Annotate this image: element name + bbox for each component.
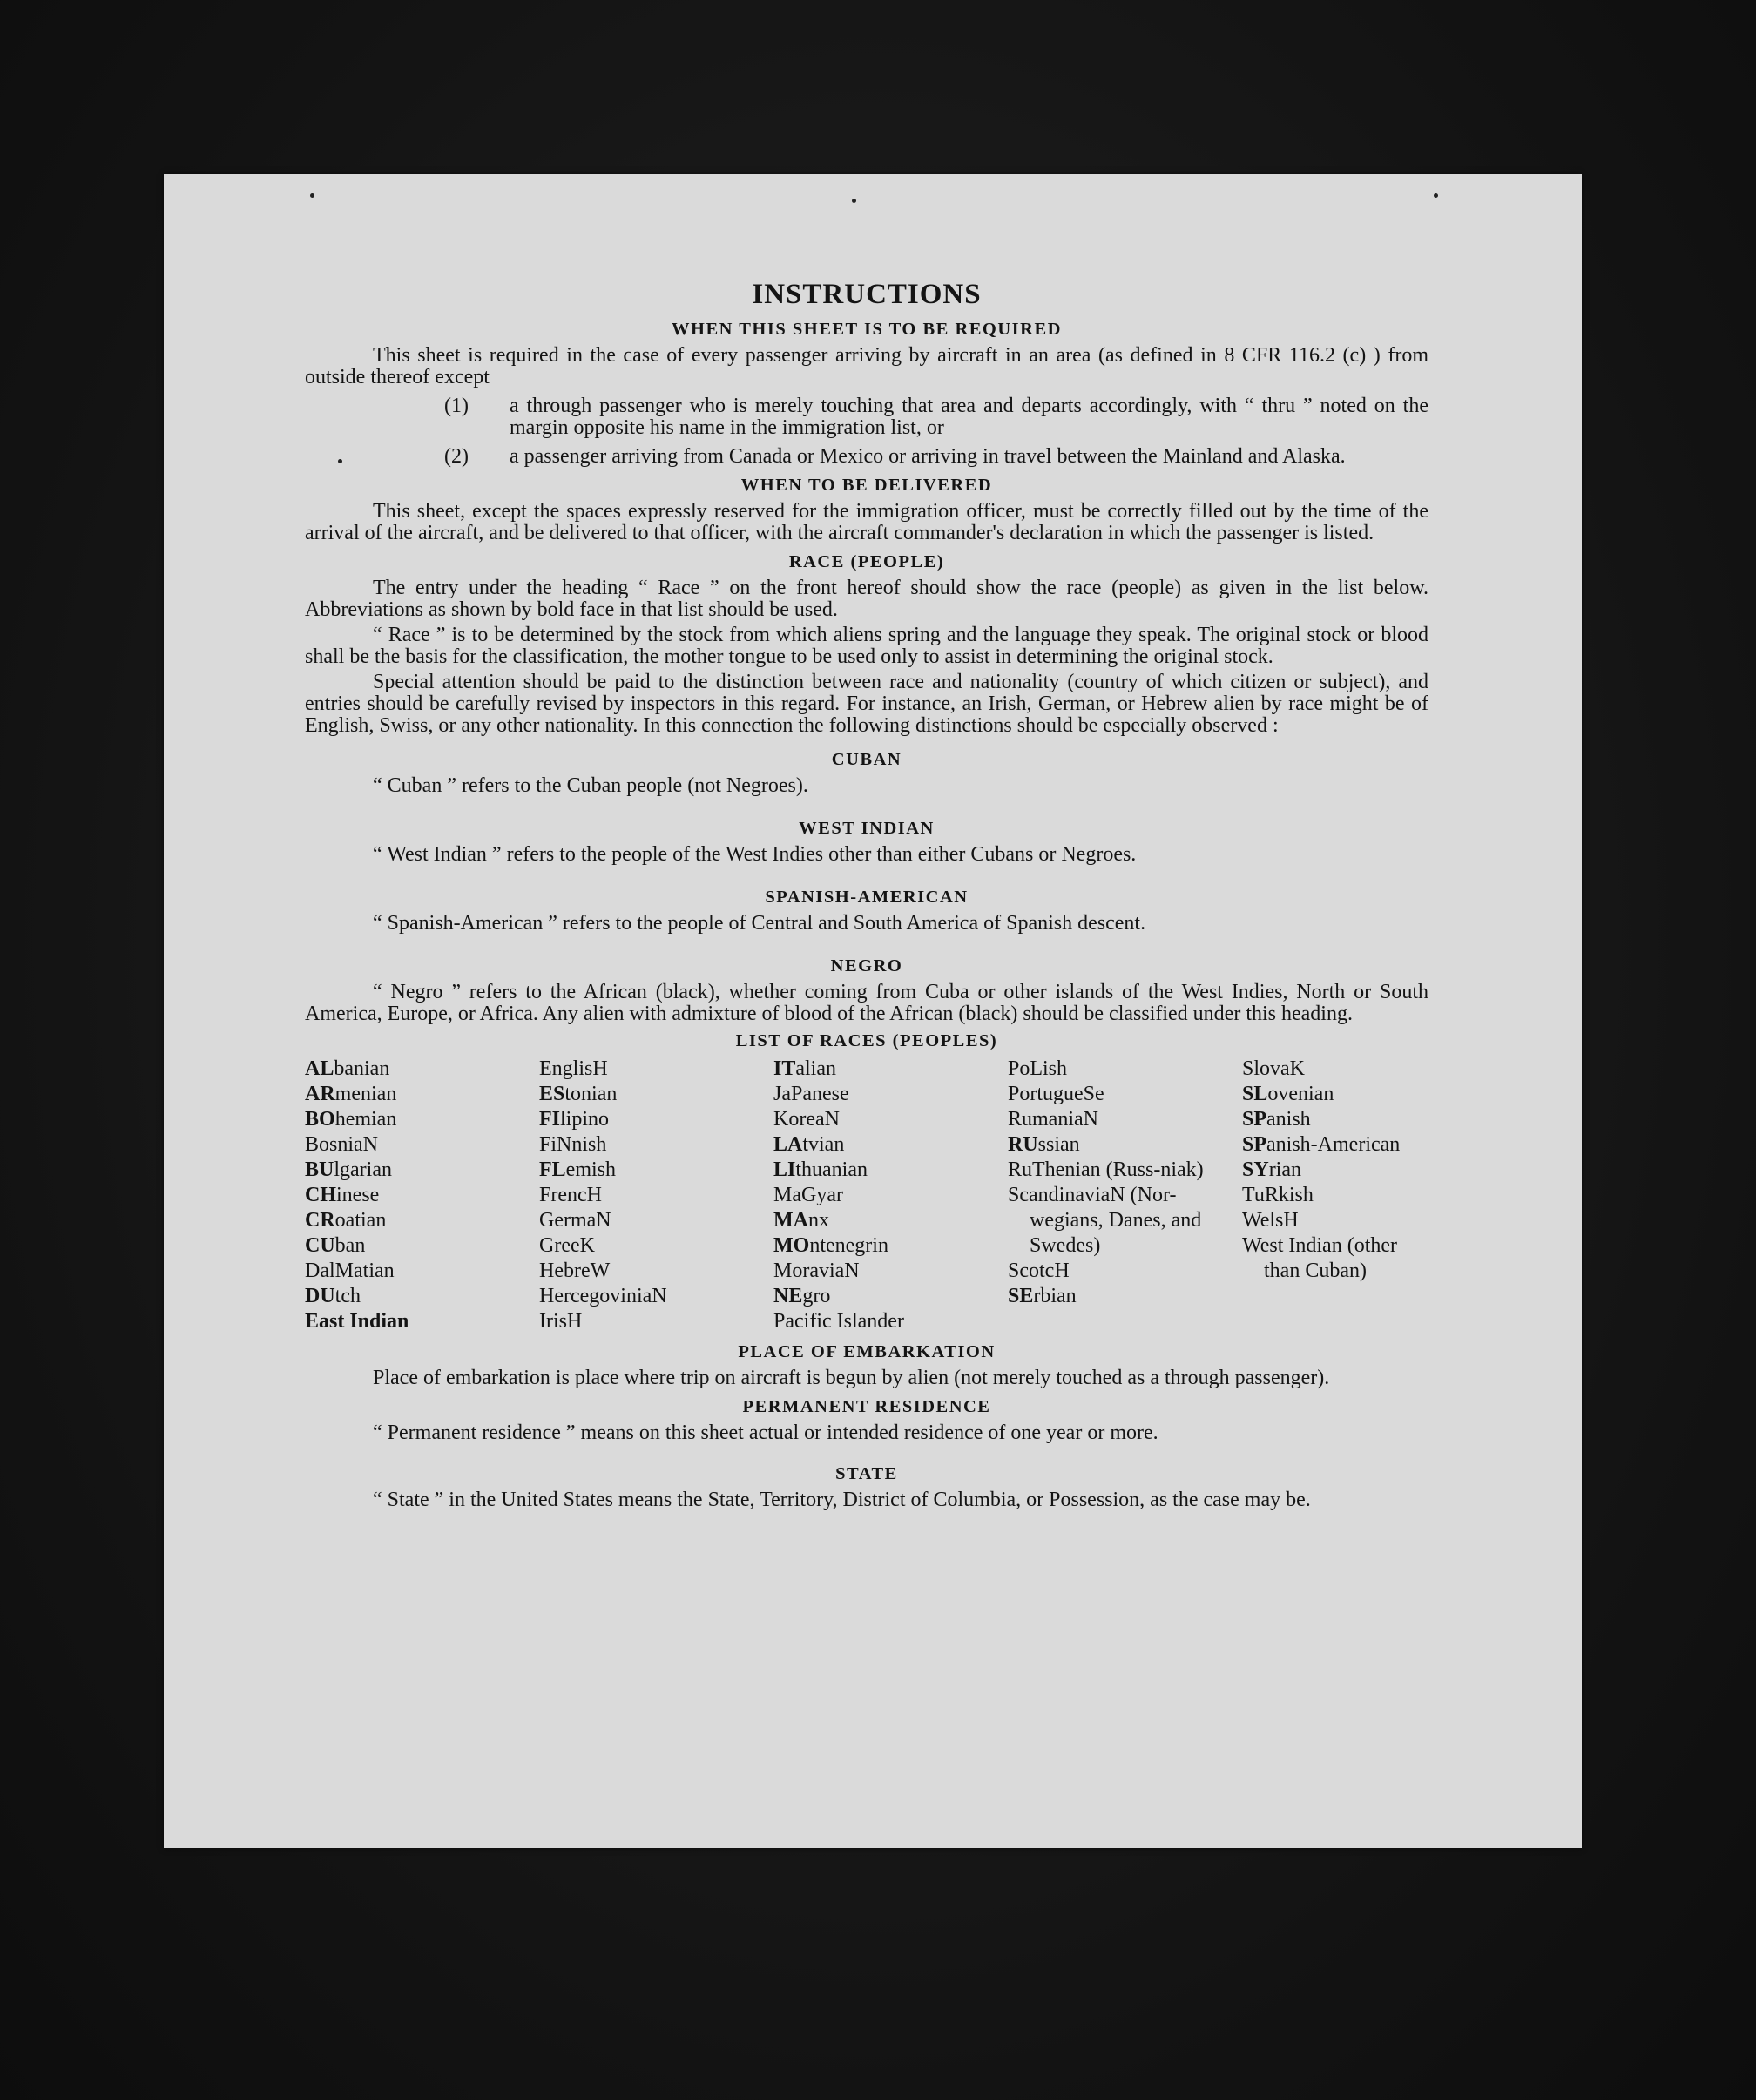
cuban-text: “ Cuban ” refers to the Cuban people (not Negroes). xyxy=(373,774,808,797)
race-entry xyxy=(773,1284,1008,1309)
race-entry xyxy=(1008,1082,1242,1107)
race-abbreviation: SP xyxy=(1242,1133,1267,1156)
race-name: SlovaK xyxy=(1242,1057,1305,1080)
race-abbreviation: BO xyxy=(305,1108,335,1131)
heading-spanish-american: SPANISH-AMERICAN xyxy=(765,888,969,907)
race-entry xyxy=(1008,1259,1242,1284)
race-name: gro xyxy=(802,1285,831,1307)
race-entry xyxy=(1242,1082,1428,1107)
heading-required: WHEN THIS SHEET IS TO BE REQUIRED xyxy=(672,320,1062,339)
delivered-text: This sheet, except the spaces expressly reserved for the immigration officer, must be correctly filled out by the time of the arrival of the aircraft, and be delivered to that officer, with the aircraft commander's declaration in which the passenger is listed. xyxy=(305,500,1428,544)
race-name: tonian xyxy=(564,1083,618,1105)
race-abbreviation: DU xyxy=(305,1285,335,1307)
race-name: inese xyxy=(336,1184,380,1206)
races-column xyxy=(1008,1057,1242,1334)
race-entry xyxy=(773,1158,1008,1183)
required-item-2 xyxy=(305,446,1428,468)
race-name: ban xyxy=(334,1234,366,1257)
race-entry xyxy=(773,1208,1008,1233)
race-abbreviation: LI xyxy=(773,1158,796,1181)
race-name: EnglisH xyxy=(539,1057,608,1080)
race-abbreviation: NE xyxy=(773,1285,803,1307)
race-abbreviation: CR xyxy=(305,1209,335,1232)
speck xyxy=(852,199,856,203)
race-name: GreeK xyxy=(539,1234,595,1257)
races-column xyxy=(305,1057,539,1334)
negro-text: “ Negro ” refers to the African (black), whether coming from Cuba or other islands of the West Indies, North or South America, Europe, or Africa. Any alien with admixture of blood of the African (black) should be classified under this heading. xyxy=(305,981,1428,1025)
race-entry xyxy=(539,1158,773,1183)
race-entry xyxy=(305,1057,539,1082)
race-entry xyxy=(1242,1158,1428,1183)
race-name: JaPanese xyxy=(773,1083,849,1105)
race-name: MoraviaN xyxy=(773,1259,860,1282)
speck xyxy=(310,193,314,198)
race-entry xyxy=(539,1259,773,1284)
races-column xyxy=(1242,1057,1428,1334)
race-name: anish-American xyxy=(1266,1133,1401,1156)
race-entry xyxy=(305,1158,539,1183)
race-name: emish xyxy=(565,1158,616,1181)
race-name: rbian xyxy=(1033,1285,1077,1307)
race-name: tvian xyxy=(802,1133,845,1156)
race-entry xyxy=(539,1208,773,1233)
page-title: INSTRUCTIONS xyxy=(752,279,982,310)
race-name: DalMatian xyxy=(305,1259,395,1282)
race-entry xyxy=(539,1132,773,1158)
race-entry xyxy=(1008,1284,1242,1309)
race-paragraph-3: Special attention should be paid to the distinction between race and nationality (country of which citizen or subject), and entries should be carefully revised by inspectors in this regard. For instance, an Irish, German, or Hebrew alien by race might be of English, Swiss, or any other nationality. In this connection the following distinctions should be especially observed : xyxy=(305,671,1428,737)
race-name: ScandinaviaN (Nor-wegians, Danes, and Swedes) xyxy=(1008,1184,1202,1257)
race-name: nx xyxy=(807,1209,829,1232)
race-entry xyxy=(1008,1057,1242,1082)
race-entry xyxy=(539,1233,773,1259)
heading-race: RACE (PEOPLE) xyxy=(788,552,945,571)
race-entry xyxy=(539,1284,773,1309)
races-column xyxy=(773,1057,1008,1334)
race-entry xyxy=(305,1132,539,1158)
race-entry xyxy=(773,1057,1008,1082)
race-abbreviation: AR xyxy=(305,1083,335,1105)
heading-residence: PERMANENT RESIDENCE xyxy=(742,1397,991,1416)
race-name: TuRkish xyxy=(1242,1184,1314,1206)
race-name: ScotcH xyxy=(1008,1259,1070,1282)
race-entry xyxy=(1242,1057,1428,1082)
race-entry xyxy=(305,1259,539,1284)
race-entry xyxy=(1008,1183,1242,1259)
race-abbreviation: ES xyxy=(539,1083,565,1105)
required-intro: This sheet is required in the case of every passenger arriving by aircraft in an area (as defined in 8 CFR 116.2 (c) ) from outside thereof except xyxy=(305,344,1428,388)
item-text: a passenger arriving from Canada or Mexico or arriving in travel between the Mainland and Alaska. xyxy=(510,445,1346,468)
race-name: ovenian xyxy=(1267,1083,1334,1105)
instructions-body xyxy=(305,277,1428,1511)
item-text: a through passenger who is merely touching that area and departs accordingly, with “ thru ” noted on the margin opposite his name in the immigration list, or xyxy=(510,395,1428,439)
heading-embarkation: PLACE OF EMBARKATION xyxy=(738,1342,996,1361)
race-entry xyxy=(1242,1107,1428,1132)
race-name: MaGyar xyxy=(773,1184,843,1206)
race-entry xyxy=(539,1183,773,1208)
race-entry xyxy=(305,1107,539,1132)
required-item-1 xyxy=(305,395,1428,439)
race-entry xyxy=(773,1259,1008,1284)
race-entry xyxy=(773,1183,1008,1208)
race-entry xyxy=(773,1233,1008,1259)
heading-west-indian: WEST INDIAN xyxy=(799,819,935,838)
west-indian-text: “ West Indian ” refers to the people of the West Indies other than either Cubans or Negroes. xyxy=(373,843,1137,866)
race-abbreviation: LA xyxy=(773,1133,803,1156)
race-entry xyxy=(1242,1233,1428,1284)
race-abbreviation: SY xyxy=(1242,1158,1269,1181)
race-entry xyxy=(305,1309,539,1334)
race-name: FiNnish xyxy=(539,1133,607,1156)
race-abbreviation: MA xyxy=(773,1209,808,1232)
race-entry xyxy=(1008,1158,1242,1183)
race-abbreviation: AL xyxy=(305,1057,334,1080)
race-name: thuanian xyxy=(795,1158,868,1181)
race-name: hemian xyxy=(334,1108,397,1131)
races-list xyxy=(305,1057,1428,1334)
race-name: oatian xyxy=(334,1209,387,1232)
race-entry xyxy=(773,1082,1008,1107)
race-entry xyxy=(1008,1107,1242,1132)
residence-text: “ Permanent residence ” means on this sheet actual or intended residence of one year or more. xyxy=(373,1421,1158,1444)
race-name: Pacific Islander xyxy=(773,1310,904,1333)
race-name: tch xyxy=(334,1285,361,1307)
race-entry xyxy=(773,1132,1008,1158)
race-entry xyxy=(305,1082,539,1107)
race-name: menian xyxy=(334,1083,397,1105)
race-abbreviation: SE xyxy=(1008,1285,1034,1307)
race-abbreviation: FL xyxy=(539,1158,566,1181)
race-name: HebreW xyxy=(539,1259,611,1282)
race-abbreviation: SP xyxy=(1242,1108,1267,1131)
race-abbreviation: CU xyxy=(305,1234,335,1257)
race-name: RumaniaN xyxy=(1008,1108,1098,1131)
race-name: KoreaN xyxy=(773,1108,840,1131)
race-abbreviation: FI xyxy=(539,1108,560,1131)
race-name: lgarian xyxy=(334,1158,392,1181)
race-name: West Indian (other than Cuban) xyxy=(1242,1234,1398,1282)
embarkation-text: Place of embarkation is place where trip on aircraft is begun by alien (not merely touched as a through passenger). xyxy=(373,1367,1330,1389)
race-name: ssian xyxy=(1037,1133,1080,1156)
race-abbreviation: RU xyxy=(1008,1133,1038,1156)
race-name: WelsH xyxy=(1242,1209,1299,1232)
heading-state: STATE xyxy=(835,1464,898,1483)
race-entry xyxy=(305,1183,539,1208)
heading-negro: NEGRO xyxy=(830,956,903,976)
race-abbreviation: East Indian xyxy=(305,1310,409,1333)
race-name: FrencH xyxy=(539,1184,602,1206)
race-name: PortugueSe xyxy=(1008,1083,1104,1105)
race-name: alian xyxy=(795,1057,836,1080)
race-name: ntenegrin xyxy=(809,1234,888,1257)
item-number: (1) xyxy=(444,395,469,417)
race-entry xyxy=(1008,1132,1242,1158)
race-entry xyxy=(539,1057,773,1082)
race-name: rian xyxy=(1268,1158,1301,1181)
race-name: IrisH xyxy=(539,1310,583,1333)
race-paragraph-2: “ Race ” is to be determined by the stock from which aliens spring and the language they speak. The original stock or blood shall be the basis for the classification, the mother tongue to be used only to assist in determining the original stock. xyxy=(305,624,1428,668)
heading-cuban: CUBAN xyxy=(831,750,902,769)
heading-list-of-races: LIST OF RACES (PEOPLES) xyxy=(735,1031,998,1050)
races-column xyxy=(539,1057,773,1334)
race-entry xyxy=(773,1107,1008,1132)
speck xyxy=(1434,193,1438,198)
spanish-american-text: “ Spanish-American ” refers to the people of Central and South America of Spanish descent. xyxy=(373,912,1146,935)
race-entry xyxy=(539,1082,773,1107)
race-name: anish xyxy=(1266,1108,1311,1131)
state-text: “ State ” in the United States means the State, Territory, District of Columbia, or Possession, as the case may be. xyxy=(373,1489,1311,1511)
race-name: RuThenian (Russ-niak) xyxy=(1008,1158,1204,1181)
race-abbreviation: MO xyxy=(773,1234,810,1257)
heading-delivered: WHEN TO BE DELIVERED xyxy=(740,476,993,495)
race-abbreviation: CH xyxy=(305,1184,336,1206)
race-paragraph-1: The entry under the heading “ Race ” on the front hereof should show the race (people) as given in the list below. Abbreviations as shown by bold face in that list should be used. xyxy=(305,577,1428,621)
race-entry xyxy=(539,1107,773,1132)
race-abbreviation: IT xyxy=(773,1057,796,1080)
race-name: HercegoviniaN xyxy=(539,1285,667,1307)
item-number: (2) xyxy=(444,445,469,468)
race-name: PoLish xyxy=(1008,1057,1068,1080)
race-entry xyxy=(539,1309,773,1334)
race-entry xyxy=(305,1208,539,1233)
race-entry xyxy=(305,1233,539,1259)
document-page xyxy=(164,174,1582,1848)
race-name: lipino xyxy=(560,1108,610,1131)
race-entry xyxy=(1242,1132,1428,1158)
race-abbreviation: SL xyxy=(1242,1083,1268,1105)
race-entry xyxy=(305,1284,539,1309)
race-name: banian xyxy=(334,1057,390,1080)
race-abbreviation: BU xyxy=(305,1158,334,1181)
race-entry xyxy=(773,1309,1008,1334)
race-entry xyxy=(1242,1208,1428,1233)
race-name: GermaN xyxy=(539,1209,611,1232)
race-name: BosniaN xyxy=(305,1133,378,1156)
race-entry xyxy=(1242,1183,1428,1208)
